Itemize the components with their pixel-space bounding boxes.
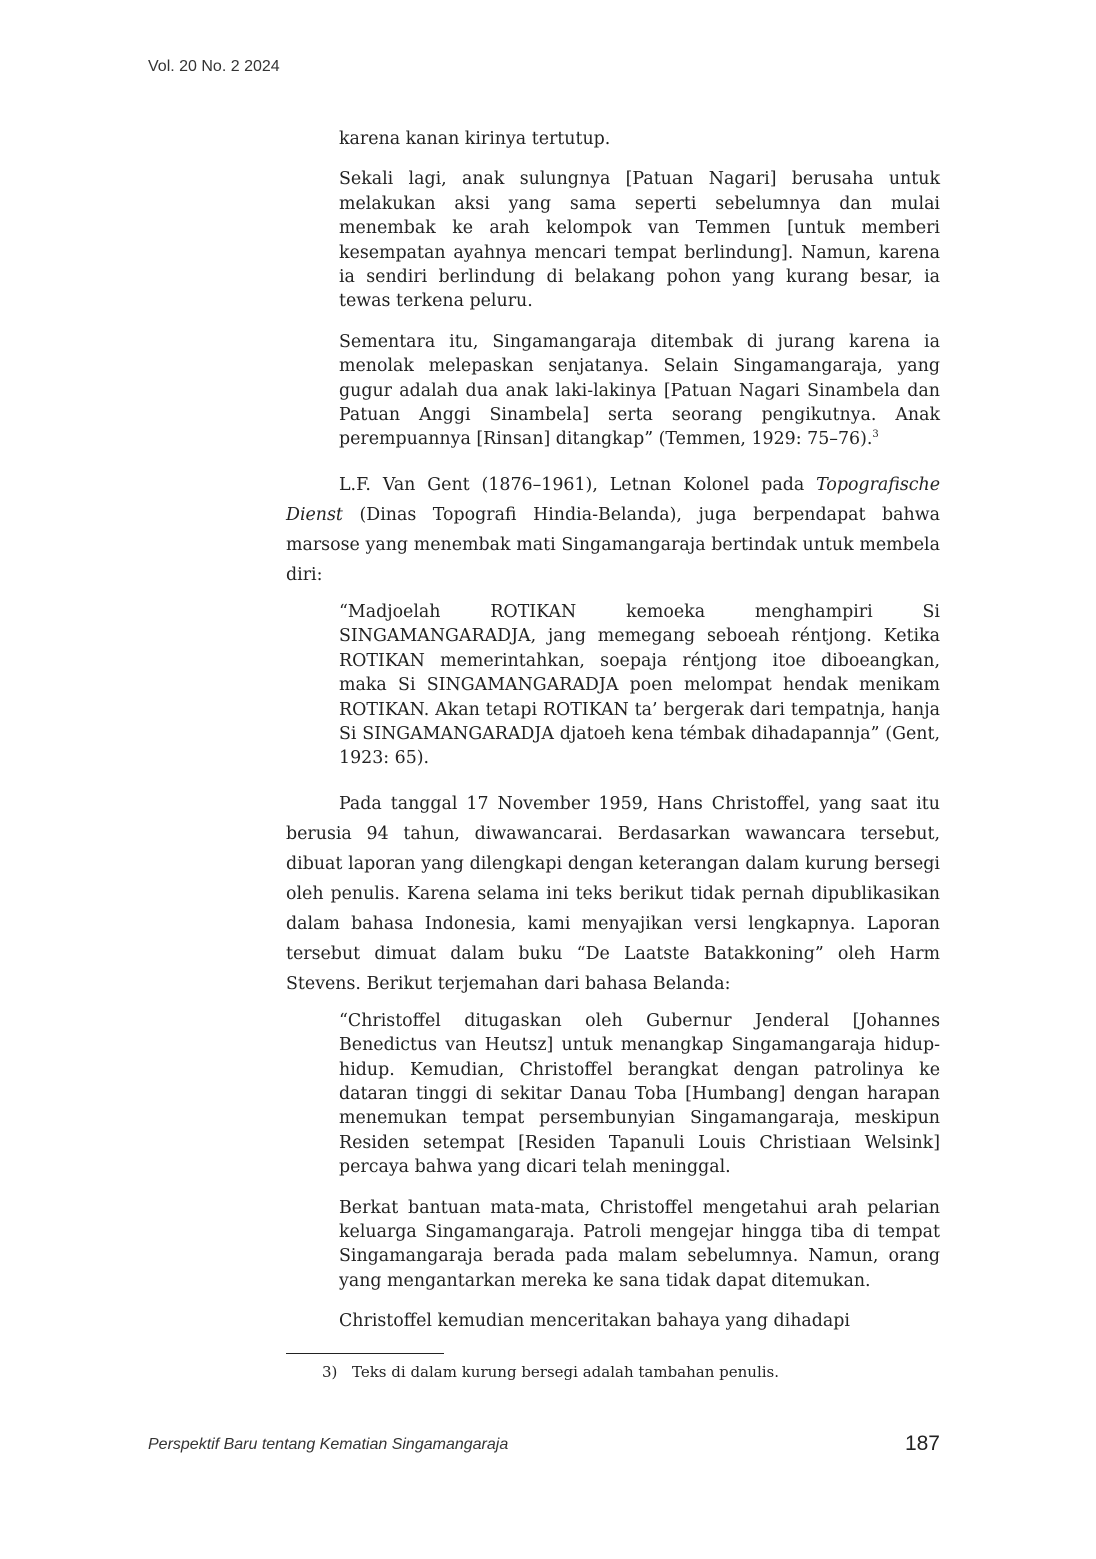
block-quote-christoffel xyxy=(339,1009,940,1334)
body-italic-term: Topografische Dienst xyxy=(286,474,940,525)
body-paragraph-van-gent xyxy=(286,470,940,590)
footnote-divider xyxy=(286,1353,444,1354)
quote-paragraph xyxy=(339,330,940,452)
block-quote-temmen xyxy=(339,127,940,452)
main-text xyxy=(286,127,940,1334)
block-quote-gent xyxy=(339,600,940,771)
body-text: L.F. Van Gent (1876–1961), Letnan Kolonel pada xyxy=(339,474,817,495)
quote-paragraph: Sekali lagi, anak sulungnya [Patuan Nagari] berusaha untuk melakukan aksi yang sama seperti sebelumnya dan mulai menembak ke arah kelompok van Temmen [untuk memberi kesempatan ayahnya mencari tempat berlindung]. Namun, karena ia sendiri berlindung di belakang pohon yang kurang besar, ia tewas terkena peluru. xyxy=(339,169,940,312)
footnote-reference[interactable]: 3 xyxy=(872,429,879,441)
footnote-text: Teks di dalam kurung bersegi adalah tambahan penulis. xyxy=(352,1363,780,1381)
footnote-number: 3) xyxy=(322,1363,338,1381)
quote-paragraph: karena kanan kirinya tertutup. xyxy=(339,129,611,149)
quote-paragraph: “Christoffel ditugaskan oleh Gubernur Jenderal [Johannes Benedictus van Heutsz] untuk menangkap Singamangaraja hidup-hidup. Kemudian, Christoffel berangkat dengan patrolinya ke dataran tinggi di sekitar Danau Toba [Humbang] dengan harapan menemukan tempat persembunyian Singamangaraja, meskipun Residen setempat [Residen Tapanuli Louis Christiaan Welsink] percaya bahwa yang dicari telah meninggal. xyxy=(339,1010,940,1178)
footnote xyxy=(322,1363,779,1381)
quote-paragraph-text: Sementara itu, Singamangaraja ditembak di jurang karena ia menolak melepaskan senjatanya. Selain Singamangaraja, yang gugur adalah dua anak laki-lakinya [Patuan Nagari Sinambela dan Patuan Anggi Sinambela] serta seorang pengikutnya. Anak perempuannya [Rinsan] ditangkap” (Temmen, 1929: 75–76). xyxy=(339,331,940,450)
quote-paragraph: “Madjoelah ROTIKAN kemoeka menghampiri Si SINGAMANGARADJA, jang memegang seboeah réntjong. Ketika ROTIKAN memerintahkan, soepaja réntjong itoe diboeangkan, maka Si SINGAMANGARADJA poen melompat hendak menikam ROTIKAN. Akan tetapi ROTIKAN ta’ bergerak dari tempatnja, hanja Si SINGAMANGARADJA djatoeh kena témbak dihadapannja” (Gent, 1923: 65). xyxy=(339,601,940,769)
running-footer-title: Perspektif Baru tentang Kematian Singamangaraja xyxy=(148,1436,509,1453)
body-paragraph-christoffel: Pada tanggal 17 November 1959, Hans Christoffel, yang saat itu berusia 94 tahun, diwawancarai. Berdasarkan wawancara tersebut, dibuat laporan yang dilengkapi dengan keterangan dalam kurung bersegi oleh penulis. Karena selama ini teks berikut tidak pernah dipublikasikan dalam bahasa Indonesia, kami menyajikan versi lengkapnya. Laporan tersebut dimuat dalam buku “De Laatste Batakkoning” oleh Harm Stevens. Berikut terjemahan dari bahasa Belanda: xyxy=(286,793,940,994)
running-header: Vol. 20 No. 2 2024 xyxy=(148,58,280,75)
page-number: 187 xyxy=(904,1432,940,1455)
body-text: (Dinas Topografi Hindia-Belanda), juga berpendapat bahwa marsose yang menembak mati Singamangaraja bertindak untuk membela diri: xyxy=(286,504,940,585)
quote-paragraph: Berkat bantuan mata-mata, Christoffel mengetahui arah pelarian keluarga Singamangaraja. Patroli mengejar hingga tiba di tempat Singamangaraja berada pada malam sebelumnya. Namun, orang yang mengantarkan mereka ke sana tidak dapat ditemukan. xyxy=(339,1197,940,1291)
quote-paragraph: Christoffel kemudian menceritakan bahaya yang dihadapi xyxy=(339,1311,850,1332)
